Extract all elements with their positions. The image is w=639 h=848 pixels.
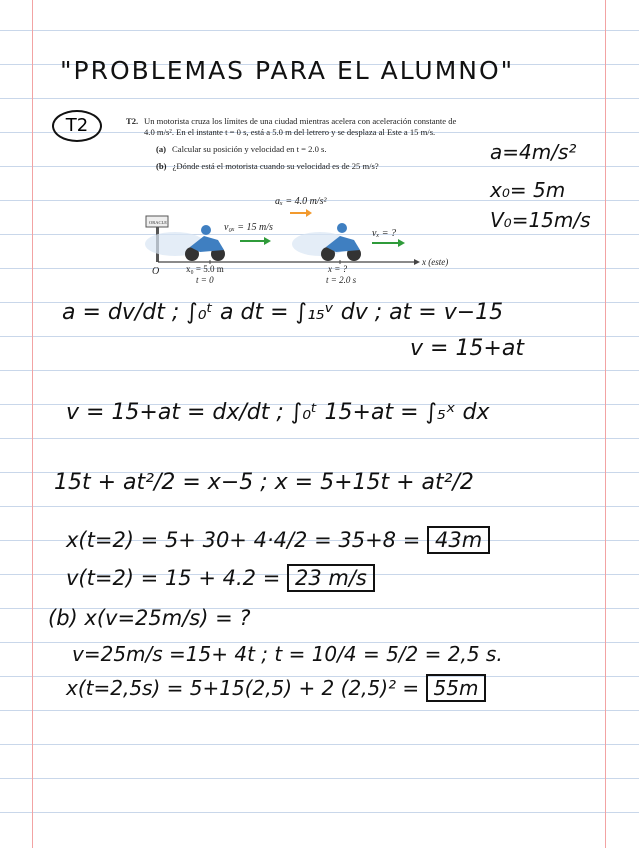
problem-number: T2. [126, 116, 139, 126]
eq-line-2: v = 15+at = dx/dt ; ∫₀ᵗ 15+at = ∫₅ˣ dx [66, 400, 490, 425]
vx-label: vₓ = ? [372, 228, 397, 239]
problem-marker: T2 [52, 110, 102, 142]
sign-text: ORACLE [149, 220, 167, 225]
eq-line-6: (b) x(v=25m/s) = ? [48, 606, 251, 630]
eq-line-1b: v = 15+at [410, 336, 524, 361]
part-a [156, 144, 466, 155]
motorcycle-figure [140, 192, 460, 288]
motorcycle-end [292, 223, 361, 261]
given-v0: V₀=15m/s [490, 208, 591, 232]
t-label: t = 2.0 s [326, 275, 357, 285]
eq-line-3: 15t + at²/2 = x−5 ; x = 5+15t + at²/2 [54, 470, 474, 495]
t0-label: t = 0 [196, 275, 214, 285]
accel-arrow [290, 209, 312, 217]
part-b [156, 161, 466, 172]
v0-label: v₀ₓ = 15 m/s [224, 222, 273, 233]
eq-line-8 [66, 676, 486, 700]
eq-line-7: v=25m/s =15+ 4t ; t = 10/4 = 5/2 = 2,5 s. [72, 642, 503, 666]
eq-line-1: a = dv/dt ; ∫₀ᵗ a dt = ∫₁₅ᵛ dv ; at = v−15 [62, 300, 504, 325]
margin-line-left [32, 0, 33, 848]
origin-label: O [152, 266, 160, 277]
axis-label: x (este) [422, 257, 449, 267]
page-title: "PROBLEMAS PARA EL ALUMNO" [60, 56, 515, 85]
result-x-v25: 55m [426, 674, 487, 702]
x-axis-arrowhead [414, 259, 420, 265]
part-b-text: ¿Dónde está el motorista cuando su velocidad es de 25 m/s? [172, 161, 379, 171]
x0-label: x₀ = 5.0 m [186, 264, 224, 274]
part-a-text: Calcular su posición y velocidad en t = 2.0 s. [172, 144, 327, 154]
v0-arrow [240, 237, 271, 245]
part-a-label: (a) [156, 144, 167, 154]
given-acceleration: a=4m/s² [490, 140, 577, 164]
eq-line-4-text: x(t=2) = 5+ 30+ 4·4/2 = 35+8 = [66, 528, 421, 552]
margin-line-right [605, 0, 606, 848]
eq-line-4 [66, 528, 490, 552]
result-v-t2: 23 m/s [287, 564, 375, 592]
x-unknown-label: x = ? [328, 264, 348, 274]
vx-arrow [372, 239, 405, 247]
accel-label: aₓ = 4.0 m/s² [275, 196, 327, 207]
result-x-t2: 43m [427, 526, 490, 554]
eq-line-8-text: x(t=2,5s) = 5+15(2,5) + 2 (2,5)² = [66, 676, 420, 700]
problem-text: Un motorista cruza los límites de una ciudad mientras acelera con aceleración constante de 4.0 m/s². En el instante t = 0 s, está a 5.0 m del letrero y se desplaza al Este a 15 m/s. [144, 116, 457, 137]
eq-line-5 [66, 566, 375, 590]
eq-line-5-text: v(t=2) = 15 + 4.2 = [66, 566, 281, 590]
part-b-label: (b) [156, 161, 167, 171]
given-x0: x₀= 5m [490, 178, 566, 202]
problem-statement [126, 116, 466, 172]
